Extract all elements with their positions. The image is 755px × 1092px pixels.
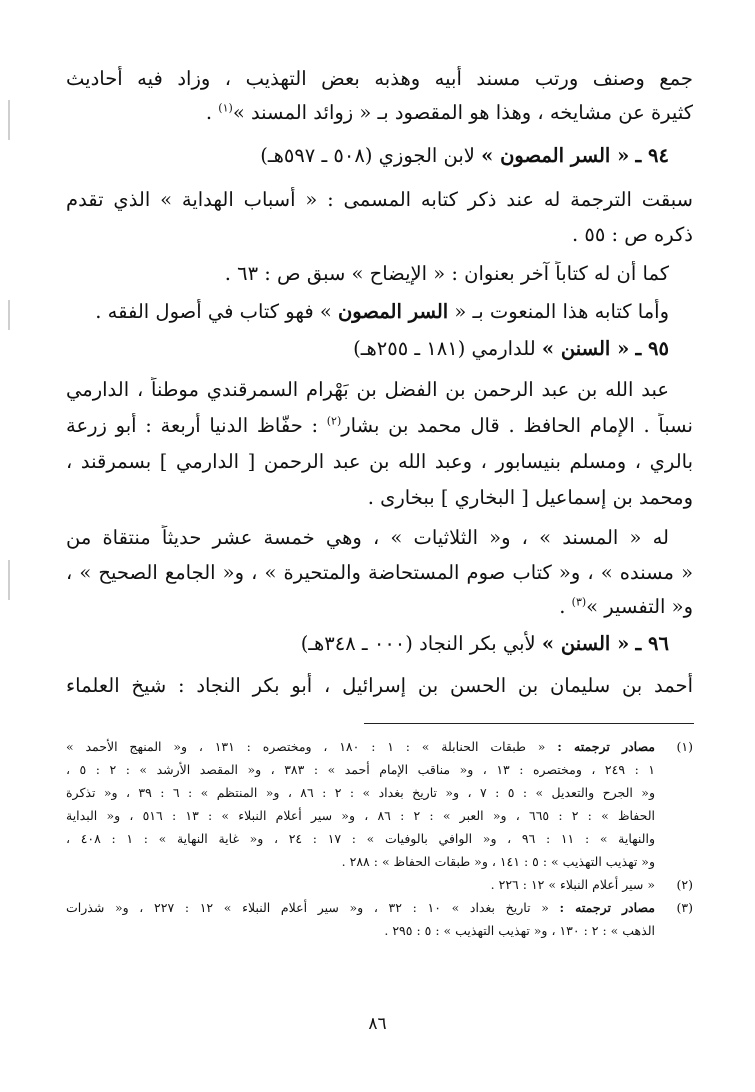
footnote-separator bbox=[364, 723, 694, 724]
footnotes bbox=[66, 737, 693, 944]
scan-edge-mark bbox=[8, 300, 10, 330]
footnote-line: و« تهذيب التهذيب » : ٥ : ١٤١ ، و« طبقات الحفاظ » : ٢٨٨ . bbox=[341, 854, 655, 869]
text-line: كثيرة عن مشايخه ، وهذا هو المقصود بـ « زوائد المسند »$^{(١)}$ . bbox=[205, 101, 693, 124]
footnote-number: (٣) bbox=[676, 900, 693, 915]
page-number: ٨٦ bbox=[368, 1014, 387, 1034]
footnote-number: (١) bbox=[676, 739, 693, 754]
text-line: و« التفسير »$^{(٣)}$ . bbox=[559, 595, 693, 618]
footnote-line: ١ : ٢٤٩ ، ومختصره : ١٣ ، و« مناقب الإمام أحمد » : ٣٨٣ ، و« المقصد الأرشد » : ٢ : ٥ ، bbox=[66, 762, 655, 777]
text-line: ذكره ص : ٥٥ . bbox=[571, 223, 693, 246]
text-line: أحمد بن سليمان بن الحسن بن إسرائيل ، أبو بكر النجاد : شيخ العلماء bbox=[66, 674, 693, 697]
text-line: ومحمد بن إسماعيل [ البخاري ] ببخارى . bbox=[367, 486, 693, 509]
footnote-line: الذهب » : ٢ : ١٣٠ ، و« تهذيب التهذيب » : ٥ : ٢٩٥ . bbox=[384, 923, 655, 938]
footnote-line: (٣) مصادر ترجمته : « تاريخ بغداد » ١٠ : ٣٢ ، و« سير أعلام النبلاء » ١٢ : ٢٢٧ ، و« شذرات bbox=[66, 898, 693, 921]
scan-edge-mark bbox=[8, 100, 10, 140]
text-line: وأما كتابه هذا المنعوت بـ « السر المصون » فهو كتاب في أصول الفقه . bbox=[95, 300, 669, 323]
footnote-line: والنهاية » : ١١ : ٩٦ ، و« الوافي بالوفيات » : ١٧ : ٢٤ ، و« غاية النهاية » : ١ : ٤٠٨ ، bbox=[66, 831, 655, 846]
text-line: « مسنده » ، و« كتاب صوم المستحاضة والمتحيرة » ، و« الجامع الصحيح » ، bbox=[66, 561, 693, 584]
entry-heading: ٩٥ ـ « السنن » للدارمي (١٨١ ـ ٢٥٥هـ) bbox=[353, 337, 669, 360]
text-line: كما أن له كتاباً آخر بعنوان : « الإيضاح » سبق ص : ٦٣ . bbox=[224, 262, 669, 285]
scan-edge-mark bbox=[8, 560, 10, 600]
footnote-line: و« الجرح والتعديل » : ٥ : ٧ ، و« تاريخ بغداد » : ٢ : ٨٦ ، و« المنتظم » : ٦ : ٣٩ ، و« تذكرة bbox=[66, 785, 655, 800]
text-line: جمع وصنف ورتب مسند أبيه وهذبه بعض التهذيب ، وزاد فيه أحاديث bbox=[66, 67, 693, 90]
footnote-ref[interactable]: (٢) bbox=[326, 414, 342, 428]
entry-heading: ٩٦ ـ « السنن » لأبي بكر النجاد (٠٠٠ ـ ٣٤٨هـ) bbox=[300, 632, 669, 655]
text-line: سبقت الترجمة له عند ذكر كتابه المسمى : « أسباب الهداية » الذي تقدم bbox=[66, 188, 693, 211]
footnote-line: الحفاظ » : ٢ : ٦٦٥ ، و« العبر » : ٢ : ٨٦ ، و« سير أعلام النبلاء » : ١٣ : ٥١٦ ، و« البداية bbox=[66, 808, 655, 823]
footnote-line: (٢) « سير أعلام النبلاء » ١٢ : ٢٢٦ . bbox=[66, 875, 693, 898]
footnote-number: (٢) bbox=[676, 877, 693, 892]
text-line: عبد الله بن عبد الرحمن بن الفضل بن بَهْرام السمرقندي موطناً ، الدارمي bbox=[66, 378, 669, 401]
footnote-line: (١) مصادر ترجمته : « طبقات الحنابلة » : ١ : ١٨٠ ، ومختصره : ١٣١ ، و« المنهج الأحمد » bbox=[66, 737, 693, 760]
text-line: نسباً . الإمام الحافظ . قال محمد بن بشار$^{(٢)}$ : حفّاظ الدنيا أربعة : أبو زرعة bbox=[66, 414, 693, 437]
entry-heading: ٩٤ ـ « السر المصون » لابن الجوزي (٥٠٨ ـ ٥٩٧هـ) bbox=[260, 144, 669, 167]
footnote-ref[interactable]: (١) bbox=[218, 101, 233, 115]
text-line: له « المسند » ، و« الثلاثيات » ، وهي خمسة عشر حديثاً منتقاة من bbox=[66, 526, 669, 549]
footnote-ref[interactable]: (٣) bbox=[571, 595, 587, 609]
text-line: بالري ، ومسلم بنيسابور ، وعبد الله بن عبد الرحمن [ الدارمي ] بسمرقند ، bbox=[66, 450, 693, 473]
